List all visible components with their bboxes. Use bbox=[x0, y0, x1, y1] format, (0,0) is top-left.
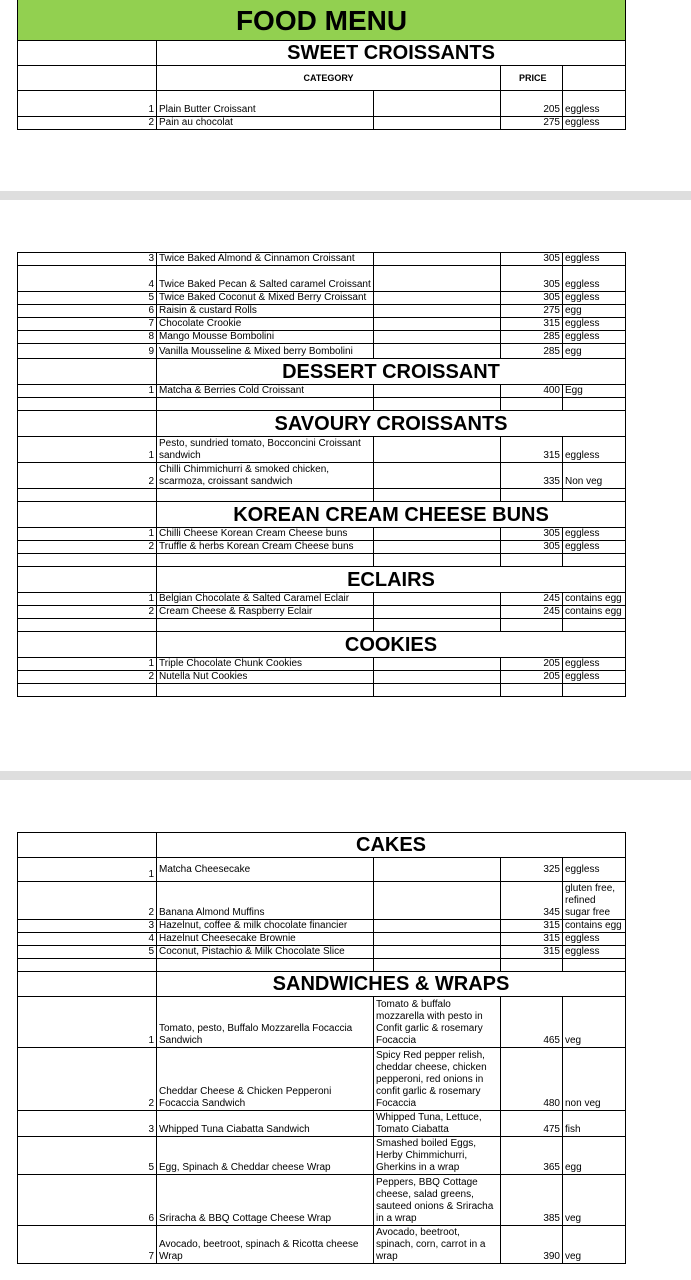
item-tag: eggless bbox=[563, 91, 626, 117]
item-price: 335 bbox=[501, 463, 563, 489]
item-price: 275 bbox=[501, 305, 563, 318]
item-price: 315 bbox=[501, 437, 563, 463]
item-tag: non veg bbox=[563, 1048, 626, 1111]
item-name: Hazelnut, coffee & milk chocolate financier bbox=[157, 920, 374, 933]
item-price: 385 bbox=[501, 1175, 563, 1226]
item-name: Vanilla Mousseline & Mixed berry Bombolini bbox=[157, 344, 374, 359]
page-3 bbox=[17, 832, 625, 1264]
item-tag: eggless bbox=[563, 933, 626, 946]
item-name: Plain Butter Croissant bbox=[157, 91, 374, 117]
item-price: 315 bbox=[501, 933, 563, 946]
section-title-cakes: CAKES bbox=[157, 833, 626, 858]
item-tag: eggless bbox=[563, 658, 626, 671]
item-name: Avocado, beetroot, spinach & Ricotta cheese Wrap bbox=[157, 1226, 374, 1264]
item-tag: eggless bbox=[563, 117, 626, 130]
item-name: Matcha Cheesecake bbox=[157, 858, 374, 882]
item-description: Avocado, beetroot, spinach, corn, carrot in a wrap bbox=[374, 1226, 501, 1264]
item-tag: eggless bbox=[563, 292, 626, 305]
item-price: 365 bbox=[501, 1137, 563, 1175]
item-no: 3 bbox=[18, 1111, 157, 1137]
section-title-dessert: DESSERT CROISSANT bbox=[157, 359, 626, 385]
item-name: Banana Almond Muffins bbox=[157, 882, 374, 920]
item-name: Twice Baked Almond & Cinnamon Croissant bbox=[157, 253, 374, 266]
item-name: Tomato, pesto, Buffalo Mozzarella Focaccia Sandwich bbox=[157, 997, 374, 1048]
item-price: 245 bbox=[501, 593, 563, 606]
item-tag: eggless bbox=[563, 318, 626, 331]
item-price: 285 bbox=[501, 331, 563, 344]
page-separator bbox=[0, 191, 691, 200]
item-tag: eggless bbox=[563, 528, 626, 541]
item-tag: veg bbox=[563, 1226, 626, 1264]
item-no: 5 bbox=[18, 1137, 157, 1175]
section-title-savoury: SAVOURY CROISSANTS bbox=[157, 411, 626, 437]
item-tag: eggless bbox=[563, 253, 626, 266]
item-name: Whipped Tuna Ciabatta Sandwich bbox=[157, 1111, 374, 1137]
item-no: 2 bbox=[18, 463, 157, 489]
item-price: 345 bbox=[501, 882, 563, 920]
item-no: 6 bbox=[18, 1175, 157, 1226]
item-no: 2 bbox=[18, 671, 157, 684]
item-no: 1 bbox=[18, 385, 157, 398]
item-tag: eggless bbox=[563, 541, 626, 554]
item-no: 3 bbox=[18, 920, 157, 933]
item-no: 4 bbox=[18, 266, 157, 292]
item-no: 1 bbox=[18, 437, 157, 463]
section-title-korean: KOREAN CREAM CHEESE BUNS bbox=[157, 502, 626, 528]
item-price: 480 bbox=[501, 1048, 563, 1111]
page-2 bbox=[17, 252, 625, 697]
item-name: Pain au chocolat bbox=[157, 117, 374, 130]
item-tag: eggless bbox=[563, 671, 626, 684]
item-price: 305 bbox=[501, 266, 563, 292]
price-header: PRICE bbox=[501, 66, 563, 91]
item-tag: veg bbox=[563, 997, 626, 1048]
item-no: 5 bbox=[18, 946, 157, 959]
item-name: Belgian Chocolate & Salted Caramel Eclair bbox=[157, 593, 374, 606]
item-tag: contains egg bbox=[563, 606, 626, 619]
item-no: 6 bbox=[18, 305, 157, 318]
item-price: 305 bbox=[501, 292, 563, 305]
item-no: 3 bbox=[18, 253, 157, 266]
item-price: 465 bbox=[501, 997, 563, 1048]
item-description: Tomato & buffalo mozzarella with pesto in Confit garlic & rosemary Focaccia bbox=[374, 997, 501, 1048]
item-no: 7 bbox=[18, 1226, 157, 1264]
item-price: 305 bbox=[501, 528, 563, 541]
item-name: Chilli Cheese Korean Cream Cheese buns bbox=[157, 528, 374, 541]
item-price: 400 bbox=[501, 385, 563, 398]
item-tag: Egg bbox=[563, 385, 626, 398]
item-name: Sriracha & BBQ Cottage Cheese Wrap bbox=[157, 1175, 374, 1226]
item-name: Coconut, Pistachio & Milk Chocolate Slice bbox=[157, 946, 374, 959]
item-no: 2 bbox=[18, 882, 157, 920]
item-description: Smashed boiled Eggs, Herby Chimmichurri, Gherkins in a wrap bbox=[374, 1137, 501, 1175]
item-tag: egg bbox=[563, 1137, 626, 1175]
page-separator bbox=[0, 771, 691, 780]
item-no: 1 bbox=[18, 91, 157, 117]
item-name: Truffle & herbs Korean Cream Cheese buns bbox=[157, 541, 374, 554]
item-price: 475 bbox=[501, 1111, 563, 1137]
item-name: Nutella Nut Cookies bbox=[157, 671, 374, 684]
item-name: Mango Mousse Bombolini bbox=[157, 331, 374, 344]
item-price: 390 bbox=[501, 1226, 563, 1264]
item-no: 2 bbox=[18, 606, 157, 619]
item-tag: gluten free, refined sugar free bbox=[563, 882, 626, 920]
item-no: 8 bbox=[18, 331, 157, 344]
item-name: Cheddar Cheese & Chicken Pepperoni Focaccia Sandwich bbox=[157, 1048, 374, 1111]
item-no: 2 bbox=[18, 1048, 157, 1111]
item-price: 245 bbox=[501, 606, 563, 619]
item-no: 1 bbox=[18, 858, 157, 882]
item-name: Chilli Chimmichurri & smoked chicken, scarmoza, croissant sandwich bbox=[157, 463, 374, 489]
item-name: Pesto, sundried tomato, Bocconcini Croissant sandwich bbox=[157, 437, 374, 463]
item-tag: Non veg bbox=[563, 463, 626, 489]
item-no: 7 bbox=[18, 318, 157, 331]
item-tag: veg bbox=[563, 1175, 626, 1226]
category-header: CATEGORY bbox=[157, 66, 501, 91]
item-no: 1 bbox=[18, 997, 157, 1048]
section-title-sweet: SWEET CROISSANTS bbox=[157, 41, 626, 66]
item-tag: egg bbox=[563, 305, 626, 318]
section-title-eclairs: ECLAIRS bbox=[157, 567, 626, 593]
item-no: 1 bbox=[18, 528, 157, 541]
item-name: Twice Baked Pecan & Salted caramel Croissant bbox=[157, 266, 374, 292]
item-tag: eggless bbox=[563, 858, 626, 882]
item-tag: fish bbox=[563, 1111, 626, 1137]
item-tag: contains egg bbox=[563, 593, 626, 606]
item-price: 315 bbox=[501, 318, 563, 331]
item-no: 2 bbox=[18, 117, 157, 130]
item-description: Peppers, BBQ Cottage cheese, salad greens, sauteed onions & Sriracha in a wrap bbox=[374, 1175, 501, 1226]
item-name: Raisin & custard Rolls bbox=[157, 305, 374, 318]
item-tag: contains egg bbox=[563, 920, 626, 933]
item-tag: eggless bbox=[563, 266, 626, 292]
item-price: 205 bbox=[501, 91, 563, 117]
item-price: 305 bbox=[501, 541, 563, 554]
item-price: 325 bbox=[501, 858, 563, 882]
menu-title: FOOD MENU bbox=[18, 0, 626, 41]
item-tag: eggless bbox=[563, 331, 626, 344]
item-tag: eggless bbox=[563, 946, 626, 959]
item-name: Matcha & Berries Cold Croissant bbox=[157, 385, 374, 398]
page-1 bbox=[17, 0, 625, 130]
item-name: Cream Cheese & Raspberry Eclair bbox=[157, 606, 374, 619]
item-description: Spicy Red pepper relish, cheddar cheese, chicken pepperoni, red onions in confit garlic & rosemary Focaccia bbox=[374, 1048, 501, 1111]
item-description: Whipped Tuna, Lettuce, Tomato Ciabatta bbox=[374, 1111, 501, 1137]
item-no: 1 bbox=[18, 658, 157, 671]
item-name: Egg, Spinach & Cheddar cheese Wrap bbox=[157, 1137, 374, 1175]
item-no: 4 bbox=[18, 933, 157, 946]
item-name: Hazelnut Cheesecake Brownie bbox=[157, 933, 374, 946]
section-title-sandwiches: SANDWICHES & WRAPS bbox=[157, 972, 626, 997]
item-name: Chocolate Crookie bbox=[157, 318, 374, 331]
item-price: 205 bbox=[501, 658, 563, 671]
item-price: 315 bbox=[501, 946, 563, 959]
item-price: 275 bbox=[501, 117, 563, 130]
item-price: 205 bbox=[501, 671, 563, 684]
item-no: 5 bbox=[18, 292, 157, 305]
item-price: 305 bbox=[501, 253, 563, 266]
item-no: 2 bbox=[18, 541, 157, 554]
item-price: 285 bbox=[501, 344, 563, 359]
item-name: Triple Chocolate Chunk Cookies bbox=[157, 658, 374, 671]
section-title-cookies: COOKIES bbox=[157, 632, 626, 658]
item-tag: eggless bbox=[563, 437, 626, 463]
item-no: 1 bbox=[18, 593, 157, 606]
item-tag: egg bbox=[563, 344, 626, 359]
item-price: 315 bbox=[501, 920, 563, 933]
item-name: Twice Baked Coconut & Mixed Berry Croissant bbox=[157, 292, 374, 305]
item-no: 9 bbox=[18, 344, 157, 359]
